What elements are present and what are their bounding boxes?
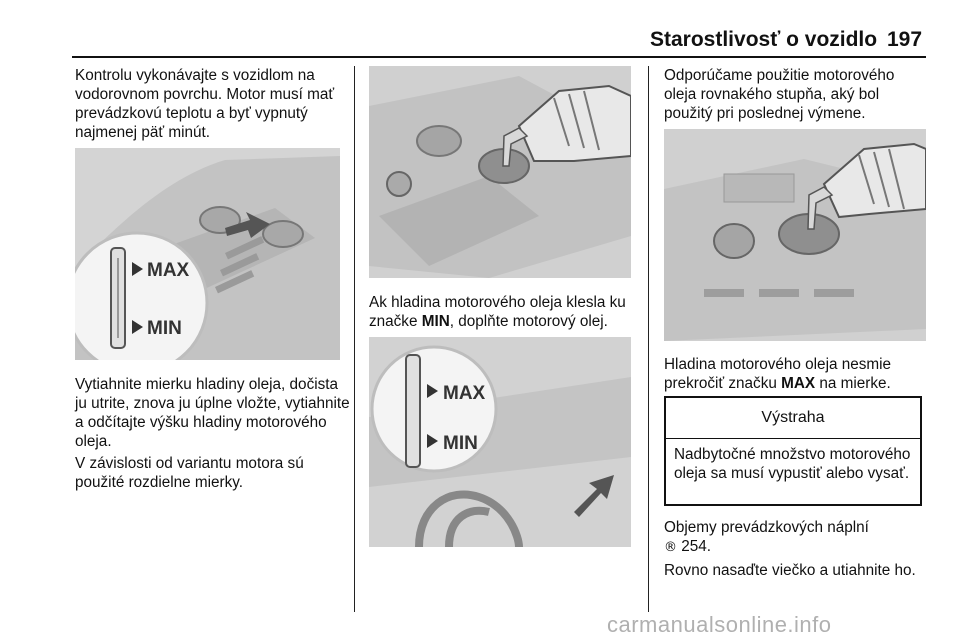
header-divider (72, 56, 926, 58)
reference-page-link[interactable]: 254. (681, 538, 712, 555)
paragraph-max-limit: Hladina motorového oleja nesmie prekročiť značku MAX na mierke. (664, 356, 892, 392)
figure-dipstick-location (369, 337, 631, 547)
warning-box (664, 396, 922, 506)
warning-text: Nadbytočné množstvo motorového oleja sa musí vypustiť alebo vysať. (674, 446, 911, 482)
dipstick-label-max: MAX (443, 383, 486, 404)
figure-oil-filling-2 (664, 129, 926, 341)
paragraph-read-dipstick: Vytiahnite mierku hladiny oleja, dočista ju utrite, znova ju úplne vložte, vytiahnite a odčítajte výšku hladiny motorového oleja. (75, 376, 350, 450)
column-divider-right (648, 66, 649, 612)
paragraph-dipstick-variants: V závislosti od variantu motora sú použité rozdielne mierky. (75, 455, 304, 491)
figure-oil-filling (369, 66, 631, 278)
figure-dipstick-engine (75, 148, 340, 360)
watermark-text: carmanualsonline.info (607, 612, 832, 637)
paragraph-capacities-reference: Objemy prevádzkových náplní ® 254. (664, 519, 869, 555)
column-divider-left (354, 66, 355, 612)
paragraph-check-conditions: Kontrolu vykonávajte s vozidlom na vodorovnom povrchu. Motor musí mať prevádzkovú teplotu a byť vypnutý najmenej päť minút. (75, 67, 335, 141)
page-number: 197 (887, 28, 923, 51)
dipstick-label-min: MIN (443, 433, 478, 454)
paragraph-refit-cap: Rovno nasaďte viečko a utiahnite ho. (664, 562, 916, 579)
paragraph-add-oil: Ak hladina motorového oleja klesla ku značke MIN, doplňte motorový olej. (369, 294, 626, 330)
dipstick-label-max: MAX (147, 260, 190, 281)
warning-title: Výstraha (666, 398, 920, 439)
dipstick-label-min: MIN (147, 318, 182, 339)
reference-arrow-icon: ® (664, 540, 677, 555)
page-title: Starostlivosť o vozidlo (650, 28, 878, 51)
paragraph-oil-recommendation: Odporúčame použitie motorového oleja rovnakého stupňa, aký bol použitý pri poslednej výmene. (664, 67, 895, 122)
